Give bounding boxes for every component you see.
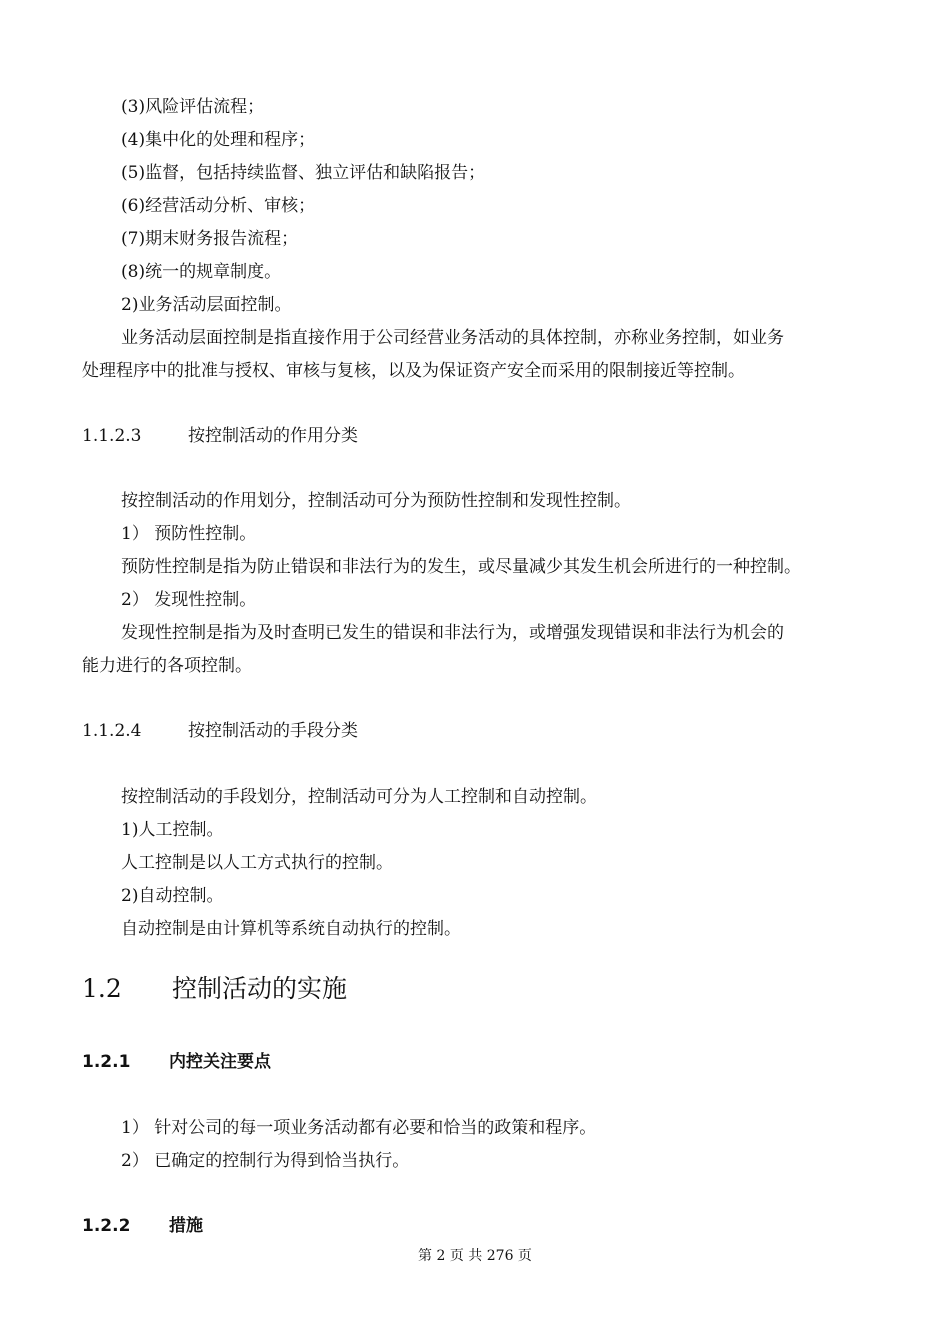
- list-item: 2） 已确定的控制行为得到恰当执行。: [121, 1151, 410, 1171]
- paragraph-line: 按控制活动的作用划分，控制活动可分为预防性控制和发现性控制。: [121, 491, 631, 511]
- paragraph-line: 预防性控制是指为防止错误和非法行为的发生，或尽量减少其发生机会所进行的一种控制。: [121, 557, 801, 577]
- paragraph-line: 处理程序中的批准与授权、审核与复核，以及为保证资产安全而采用的限制接近等控制。: [82, 361, 745, 381]
- page-footer: 第 2 页 共 276 页: [418, 1248, 532, 1264]
- list-item: 2） 发现性控制。: [121, 590, 257, 610]
- section-number: 1.2: [82, 974, 122, 1003]
- paragraph-line: 业务活动层面控制是指直接作用于公司经营业务活动的具体控制，亦称业务控制，如业务: [121, 328, 784, 348]
- section-heading-122: [82, 1214, 203, 1238]
- paragraph-line: 能力进行的各项控制。: [82, 656, 252, 676]
- list-item: (4)集中化的处理和程序；: [121, 130, 316, 150]
- list-item: 1） 预防性控制。: [121, 524, 257, 544]
- section-heading-1124: [82, 719, 358, 743]
- section-title: 内控关注要点: [169, 1052, 271, 1072]
- paragraph-line: 按控制活动的手段划分，控制活动可分为人工控制和自动控制。: [121, 787, 597, 807]
- list-item: 1） 针对公司的每一项业务活动都有必要和恰当的政策和程序。: [121, 1118, 597, 1138]
- section-number: 1.1.2.3: [82, 426, 142, 446]
- section-number: 1.2.1: [82, 1052, 131, 1072]
- section-heading-121: [82, 1050, 271, 1074]
- subheading: 2)业务活动层面控制。: [121, 295, 292, 315]
- section-number: 1.1.2.4: [82, 721, 142, 741]
- list-item: (3)风险评估流程；: [121, 97, 265, 117]
- list-item: 2)自动控制。: [121, 886, 224, 906]
- paragraph-line: 发现性控制是指为及时查明已发生的错误和非法行为，或增强发现错误和非法行为机会的: [121, 623, 784, 643]
- list-item: (6)经营活动分析、审核；: [121, 196, 316, 216]
- list-item: (5)监督，包括持续监督、独立评估和缺陷报告；: [121, 163, 486, 183]
- section-title: 措施: [169, 1216, 203, 1236]
- list-item: 1)人工控制。: [121, 820, 224, 840]
- section-title: 按控制活动的手段分类: [188, 721, 358, 741]
- list-item: (8)统一的规章制度。: [121, 262, 282, 282]
- section-title: 按控制活动的作用分类: [188, 426, 358, 446]
- list-item: (7)期末财务报告流程；: [121, 229, 299, 249]
- section-number: 1.2.2: [82, 1216, 131, 1236]
- paragraph-line: 人工控制是以人工方式执行的控制。: [121, 853, 393, 873]
- paragraph-line: 自动控制是由计算机等系统自动执行的控制。: [121, 919, 461, 939]
- section-heading-12: [82, 973, 347, 1005]
- section-heading-1123: [82, 424, 358, 448]
- section-title: 控制活动的实施: [172, 974, 348, 1003]
